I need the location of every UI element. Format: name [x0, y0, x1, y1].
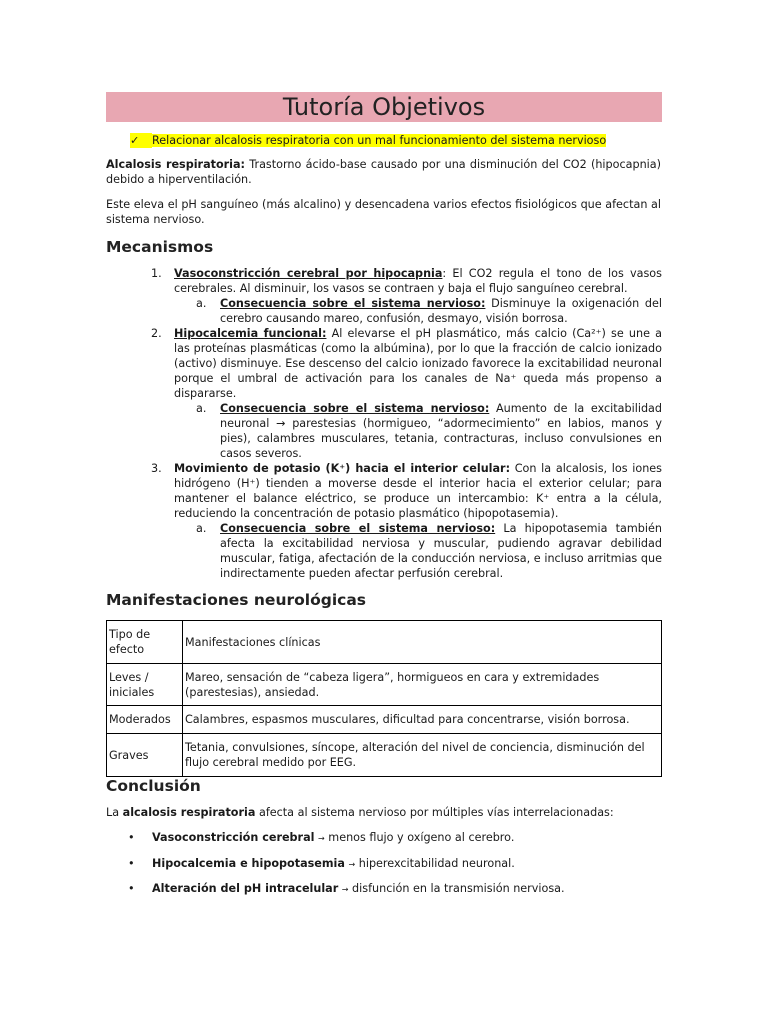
table-header-row [107, 621, 662, 664]
mechanism-item [106, 266, 662, 296]
manifestations-heading: Manifestaciones neurológicas [106, 591, 367, 609]
bullet-icon: • [128, 856, 135, 870]
mechanism-title: Vasoconstricción cerebral por hipocapnia [174, 267, 443, 280]
objective-text: Relacionar alcalosis respiratoria con un mal funcionamiento del sistema nervioso [152, 134, 607, 147]
document-title: Tutoría Objetivos [106, 92, 662, 122]
item-text: hiperexcitabilidad neuronal. [355, 856, 515, 870]
conclusion-lead [106, 805, 661, 820]
definition-text: Trastorno ácido-base causado por una disminución del CO2 (hipocapnia) debido a hiperventilación. [106, 158, 661, 186]
table-cell: Tetania, convulsiones, síncope, alteración del nivel de conciencia, disminución del flujo cerebral medido por EEG. [183, 734, 662, 777]
table-header-cell: Tipo de efecto [107, 621, 183, 664]
consequence-text: Disminuye la oxigenación del cerebro causando mareo, confusión, desmayo, visión borrosa. [220, 297, 662, 325]
consequence-title: Consecuencia sobre el sistema nervioso: [220, 297, 486, 310]
mechanisms-heading: Mecanismos [106, 238, 214, 256]
consequence-item [106, 296, 662, 326]
table-row [107, 706, 662, 734]
arrow-right-icon: → [348, 859, 356, 869]
mechanism-text: Con la alcalosis, los iones hidrógeno (H⁺) tienden a moverse desde el interior hacia el exterior celular; para mantener el balance eléctrico, se produce un intercambio: K⁺ entra a la célula, reduciendo la concentración de potasio plasmático (hipopotasemia). [174, 462, 662, 520]
mechanism-item [106, 326, 662, 401]
lead-suffix: afecta al sistema nervioso por múltiples vías interrelacionadas: [255, 806, 614, 819]
consequence-title: Consecuencia sobre el sistema nervioso: [220, 402, 490, 415]
table-cell: Leves / iniciales [107, 664, 183, 706]
table-cell: Mareo, sensación de “cabeza ligera”, hormigueos en cara y extremidades (parestesias), ansiedad. [183, 664, 662, 706]
consequence-title: Consecuencia sobre el sistema nervioso: [220, 522, 496, 535]
table-header-cell: Manifestaciones clínicas [183, 621, 662, 664]
table-row [107, 664, 662, 706]
consequence-text: Aumento de la excitabilidad neuronal → parestesias (hormigueo, “adormecimiento” en labios, manos y pies), calambres musculares, tetania, contracturas, incluso convulsiones en casos severos. [220, 402, 662, 460]
mechanism-text: Al elevarse el pH plasmático, más calcio (Ca²⁺) se une a las proteínas plasmáticas (como la albúmina), por lo que la fracción de calcio ionizado (activo) disminuye. Ese descenso del calcio ionizado favorece la excitabilidad neuronal porque el umbral de activación para los canales de Na⁺ queda más propenso a dispararse. [174, 327, 662, 400]
item-text: menos flujo y oxígeno al cerebro. [324, 831, 515, 844]
definition-term: Alcalosis respiratoria: [106, 158, 246, 171]
objective-line [130, 133, 606, 148]
list-item [106, 881, 662, 907]
conclusion-list [106, 830, 662, 907]
consequence-item [106, 401, 662, 461]
item-number: 1. [151, 267, 162, 280]
manifestations-table [106, 620, 662, 777]
effect-paragraph: Este eleva el pH sanguíneo (más alcalino) y desencadena varios efectos fisiológicos que afectan al sistema nervioso. [106, 198, 661, 226]
lead-prefix: La [106, 806, 123, 819]
mechanism-title: Hipocalcemia funcional: [174, 327, 327, 340]
table-cell: Graves [107, 734, 183, 777]
checkmark-icon: ✓ [130, 133, 152, 148]
sub-item-letter: a. [196, 297, 207, 310]
sub-item-letter: a. [196, 522, 207, 535]
table-cell: Calambres, espasmos musculares, dificultad para concentrarse, visión borrosa. [183, 706, 662, 734]
list-item [106, 856, 662, 882]
consequence-item [106, 521, 662, 581]
arrow-right-icon: → [318, 834, 325, 843]
mechanism-text: : El CO2 regula el tono de los vasos cerebrales. Al disminuir, los vasos se contraen y baja el flujo sanguíneo cerebral. [174, 267, 662, 295]
consequence-text: La hipopotasemia también afecta la excitabilidad nerviosa y muscular, pudiendo agravar debilidad muscular, fatiga, afectación de la conducción nerviosa, e incluso arritmias que indirectamente pueden afectar perfusión cerebral. [220, 522, 662, 580]
lead-term: alcalosis respiratoria [122, 806, 256, 819]
bullet-icon: • [128, 831, 135, 844]
bullet-icon: • [128, 882, 135, 895]
mechanisms-list [106, 266, 662, 581]
item-text: disfunción en la transmisión nerviosa. [348, 882, 565, 895]
item-number: 3. [151, 462, 162, 475]
list-item [106, 830, 662, 856]
item-term: Hipocalcemia e hipopotasemia [152, 856, 345, 870]
item-term: Alteración del pH intracelular [152, 882, 339, 895]
item-number: 2. [151, 327, 162, 340]
sub-item-letter: a. [196, 402, 207, 415]
mechanism-title: Movimiento de potasio (K⁺) hacia el interior celular: [174, 462, 511, 475]
table-row [107, 734, 662, 777]
mechanism-item [106, 461, 662, 521]
arrow-right-icon: → [341, 885, 349, 894]
item-term: Vasoconstricción cerebral [152, 831, 315, 844]
table-cell: Moderados [107, 706, 183, 734]
definition-paragraph [106, 157, 661, 187]
conclusion-heading: Conclusión [106, 777, 201, 795]
